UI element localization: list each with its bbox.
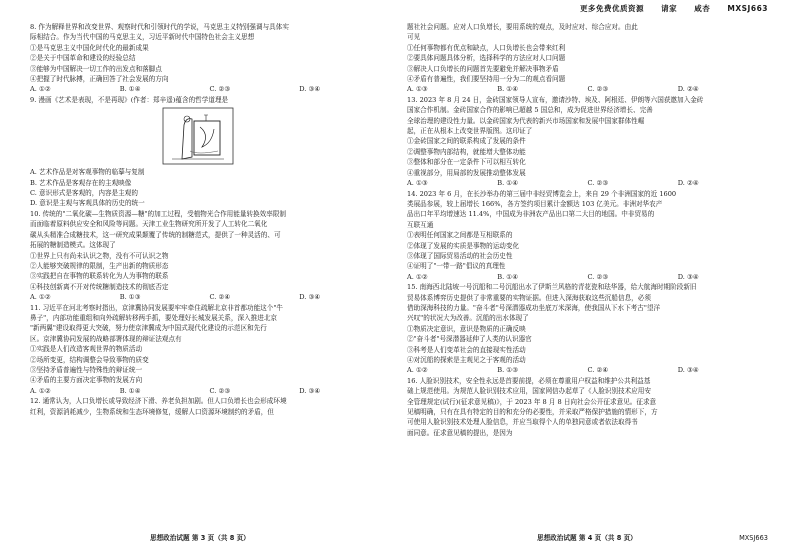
right-footer-code: MXSJ663 <box>739 534 768 542</box>
q8-line: 8. 作为解释世界和改变世界、观察时代和引领时代的学说，马克思主义特别强调与具体实 <box>30 23 289 31</box>
question-8 <box>30 22 389 95</box>
right-page <box>397 0 794 551</box>
q14-line: 互联互通 <box>407 220 434 229</box>
q16-line: 全管理规定(试行)(征求意见稿)》，于 2023 年 8 月 8 日向社会公开征求意见。征求意 <box>407 397 657 406</box>
q11-line: 鼻子"，内部功能重组和向外疏解转移两手抓，要处理好长城发展关系，深入推进北京 <box>30 313 277 322</box>
q8-answer-b: B. ①④ <box>119 85 141 94</box>
q15-line: 贸易体系博弈历史提供了非常重要的实物证据。但进入深海获取这些沉船信息，必须 <box>407 293 651 302</box>
q13-option: ④重视部分，用局部的发展推动整体发展 <box>407 168 526 177</box>
q13-line: 起，正在从根本上改变世界版图。这印证了 <box>407 127 533 136</box>
q15-answer-a: A. ①② <box>407 366 428 375</box>
q11-option: ②场所变更，结构调整会导致事物的质变 <box>30 355 149 364</box>
q8-line: 际相结合。作为当代中国的马克思主义，习近平新时代中国特色社会主义思想 <box>30 33 255 42</box>
q8-option: ②是关于中国革命和建设的经验总结 <box>30 54 136 63</box>
q13-answer-d: D. ②④ <box>677 179 699 188</box>
q12c-line: 题社社会问题。应对人口负增长，要用系统的观点，及时应对、综合应对。由此 <box>407 23 638 31</box>
q12c-answer-a: A. ①③ <box>407 85 428 94</box>
question-10 <box>30 209 389 303</box>
q11-line: 区。京津冀协同发展的战略部署体现的辩证法观点有 <box>30 334 182 343</box>
cartoon-illustration <box>162 107 234 165</box>
question-12-cont <box>407 22 768 95</box>
question-9 <box>30 95 389 209</box>
q8-option: ③能够为中国解决一切工作的出发点和落脚点 <box>30 64 162 73</box>
q10-answers <box>30 292 389 302</box>
q10-answer-c: C. ②④ <box>209 293 231 302</box>
header-code: MXSJ663 <box>727 4 768 13</box>
q10-line: 碳从头精准合成糖技术，这一研究成果颠覆了传统的制糖范式，提供了一种灵活的、可 <box>30 230 281 239</box>
q10-line: 10. 传统的"二氧化碳—生物质资源—糖"的加工过程，受植物光合作用能量转换效率限制 <box>30 209 287 218</box>
q15-answer-d: D. ③④ <box>677 366 699 375</box>
q11-option: ③坚持矛盾普遍性与特殊性的辩证统一 <box>30 365 143 374</box>
q8-answers <box>30 84 389 94</box>
question-11 <box>30 303 389 397</box>
q9-line: 9. 漫画《艺术是表现，不是再现》(作者：郑辛遥)蕴含的哲学道理是 <box>30 95 229 104</box>
q10-answer-a: A. ①② <box>30 293 51 302</box>
q12c-answers <box>407 84 768 94</box>
q15-option: ①物质决定意识，意识是物质的正确反映 <box>407 324 526 333</box>
q12c-option: ②要具体问题具体分析，选择科学的方法应对人口问题 <box>407 54 566 63</box>
q14-line: 类展品参展，较上届增长 166%，各方签约项目累计金额达 103 亿美元。非洲对华农产 <box>407 199 663 208</box>
q14-option: ③体现了国际贸易活动的社会历史性 <box>407 251 513 260</box>
cartoon-drawing <box>162 107 234 165</box>
header-free: 更多免费优质资源 <box>580 4 645 13</box>
question-15 <box>407 282 768 376</box>
q14-answers <box>407 272 768 282</box>
q10-option: ①世界上只有尚未认识之物，没有不可认识之物 <box>30 251 169 260</box>
q11-answer-b: B. ①④ <box>119 386 141 395</box>
q10-answer-b: B. ①③ <box>119 293 141 302</box>
q9-option-a: A. 艺术作品是对客观事物的临摹与复制 <box>30 168 145 177</box>
q13-line: 国家合作机制。金砖国家合作的影响已超越 5 国总和，成为促进世界经济增长、完善 <box>407 106 653 115</box>
q14-line: 品出口年平均增速达 11.4%，中国成为非洲农产品出口第二大目的地国。中非贸易的 <box>407 210 655 219</box>
q8-answer-c: C. ②③ <box>209 85 231 94</box>
q11-answers <box>30 386 389 396</box>
q15-answer-c: C. ②④ <box>587 366 609 375</box>
q8-option: ④把握了时代脉搏，正确回答了社会发展的方向 <box>30 75 169 84</box>
q14-line: 14. 2023 年 6 月，在长沙举办的第三届中非经贸博览会上，来自 29 个非洲国家的近 1600 <box>407 189 677 198</box>
q12c-option: ①任何事物都有优点和缺点，人口负增长也会带来红利 <box>407 43 566 52</box>
q9-option-d: D. 意识是主观与客观具体的历史的统一 <box>30 199 145 208</box>
q14-answer-d: D. ③④ <box>677 272 699 281</box>
left-footer: 思想政治试题 第 3 页（共 8 页） <box>150 534 250 542</box>
q11-answer-c: C. ②③ <box>209 386 231 395</box>
q12-line: 红利，资源消耗减少，生物系统和生态环境修复，缓解人口资源环境制约的矛盾，但 <box>30 407 274 416</box>
q15-line: 兴叹"的状况大为改善。沉船的出水体现了 <box>407 314 529 323</box>
question-16 <box>407 376 768 438</box>
q15-answers <box>407 365 768 375</box>
q9-option-b: B. 艺术作品是客观存在的主观映像 <box>30 178 132 187</box>
q16-line: 16. 人脸识别技术，安全性永远是首要前提，必须在尊重用户权益和维护公共利益基 <box>407 376 651 385</box>
q10-line: 而面临着原料供应安全和风险等问题。天津工业生物研究所开发了人工转化二氧化 <box>30 220 268 229</box>
q11-answer-a: A. ①② <box>30 386 51 395</box>
q13-option: ②调整事物内部结构，就能增大整体功能 <box>407 147 526 156</box>
q10-option: ②人能够突破规律的限制，生产出新的物质形态 <box>30 261 169 270</box>
q15-line: 15. 南海西北陆坡一号沉船和二号沉船出水了伊斯兰风格的青花瓷和珐华器，给大航海时期阶段新旧 <box>407 283 697 292</box>
q12-line: 12. 通常认为，人口负增长或导致经济下滑、养老负担加剧。但人口负增长也会形成环境 <box>30 397 287 406</box>
q12c-answer-b: B. ①④ <box>497 85 519 94</box>
q12c-option: ④矛盾有普遍性，我们要坚持用一分为二的观点看问题 <box>407 75 566 84</box>
q14-answer-b: B. ①④ <box>497 272 519 281</box>
q16-line: 可使用人脸识别技术处理人脸信息，并应当取得个人的单独同意或者依法取得书 <box>407 418 638 427</box>
q10-option: ③实践把自在事物的联系转化为人为事物的联系 <box>30 272 169 281</box>
header-xing: 咸杏 <box>694 4 711 13</box>
q11-option: ④矛盾的主要方面决定事物的发展方向 <box>30 376 143 385</box>
q15-answer-b: B. ①③ <box>497 366 519 375</box>
question-13 <box>407 95 768 189</box>
q12c-answer-c: C. ②③ <box>587 85 609 94</box>
q11-line: "新两翼"建设取得更大突破，努力使京津冀成为中国式现代化建设的示范区和先行 <box>30 324 267 333</box>
q13-line: 13. 2023 年 8 月 24 日，金砖国家领导人宣布，邀请沙特、埃及、阿根廷、伊朗等六国获邀加入金砖 <box>407 95 704 104</box>
q13-answers <box>407 178 768 188</box>
q8-option: ①是马克思主义中国化时代化的最新成果 <box>30 43 149 52</box>
q15-option: ③科考是人们变革社会的直接现实性活动 <box>407 345 526 354</box>
q13-answer-b: B. ①④ <box>497 179 519 188</box>
q8-answer-d: D. ③④ <box>299 85 321 94</box>
q16-line: 础上规范使用。为规范人脸识别技术应用，国家网信办起草了《人脸识别技术应用安 <box>407 387 651 396</box>
q14-answer-a: A. ①② <box>407 272 428 281</box>
q16-line: 见稿明确，只有在具有特定的目的和充分的必要性，并采取严格保护措施的情形下，方 <box>407 408 658 417</box>
q15-option: ②"奋斗者"号深潜器延伸了人类的认识器官 <box>407 335 532 344</box>
q14-option: ①表明任何国家之间都是互相联系的 <box>407 231 513 240</box>
q10-line: 拓展的糖制造模式。这体现了 <box>30 241 116 250</box>
q16-line: 面同意。征求意见稿的提出，是因为 <box>407 428 513 437</box>
q10-answer-d: D. ③④ <box>299 293 321 302</box>
q10-option: ④科技创新离不开对传统糖制造技术的彻底否定 <box>30 282 169 291</box>
q14-option: ④证明了"一带一路"倡议的真理性 <box>407 262 506 271</box>
q9-option-c: C. 意识形式是客观的，内容是主观的 <box>30 189 138 198</box>
q11-answer-d: D. ③④ <box>299 386 321 395</box>
q13-line: 全球治理的建设性力量。以金砖国家为代表的新兴市场国家和发展中国家群体性崛 <box>407 116 645 125</box>
q13-answer-a: A. ①③ <box>407 179 428 188</box>
q11-line: 11. 习近平在河北考察时指出，京津冀协同发展要牢牢牵住疏解北京非首都功能这个"牛 <box>30 303 283 312</box>
q12c-option: ③解决人口负增长的问题首先要避免并解决事物矛盾 <box>407 64 559 73</box>
q15-option: ④对沉船的探索是主观见之于客观的活动 <box>407 356 526 364</box>
q8-answer-a: A. ①② <box>30 85 51 94</box>
q14-answer-c: C. ②③ <box>587 272 609 281</box>
q12c-line: 可见 <box>407 33 421 42</box>
q11-option: ①实践是人们改造客观世界的物质活动 <box>30 345 143 354</box>
q12c-answer-d: D. ②④ <box>677 85 699 94</box>
header-ask: 请家 <box>661 4 678 13</box>
question-14 <box>407 189 768 283</box>
q13-option: ①金砖国家之间的联系构成了发展的条件 <box>407 137 526 146</box>
q14-option: ②体现了发展的实质是事物的运动变化 <box>407 241 520 250</box>
q13-option: ③整体和部分在一定条件下可以相互转化 <box>407 158 526 167</box>
q13-answer-c: C. ②③ <box>587 179 609 188</box>
q15-line: 借助深海科技的力量。"奋斗者"号深潜器成功坐底万米深海，使我国从下水下考古"望洋 <box>407 303 661 312</box>
question-12 <box>30 396 389 417</box>
right-footer: 思想政治试题 第 4 页（共 8 页） <box>537 534 637 542</box>
